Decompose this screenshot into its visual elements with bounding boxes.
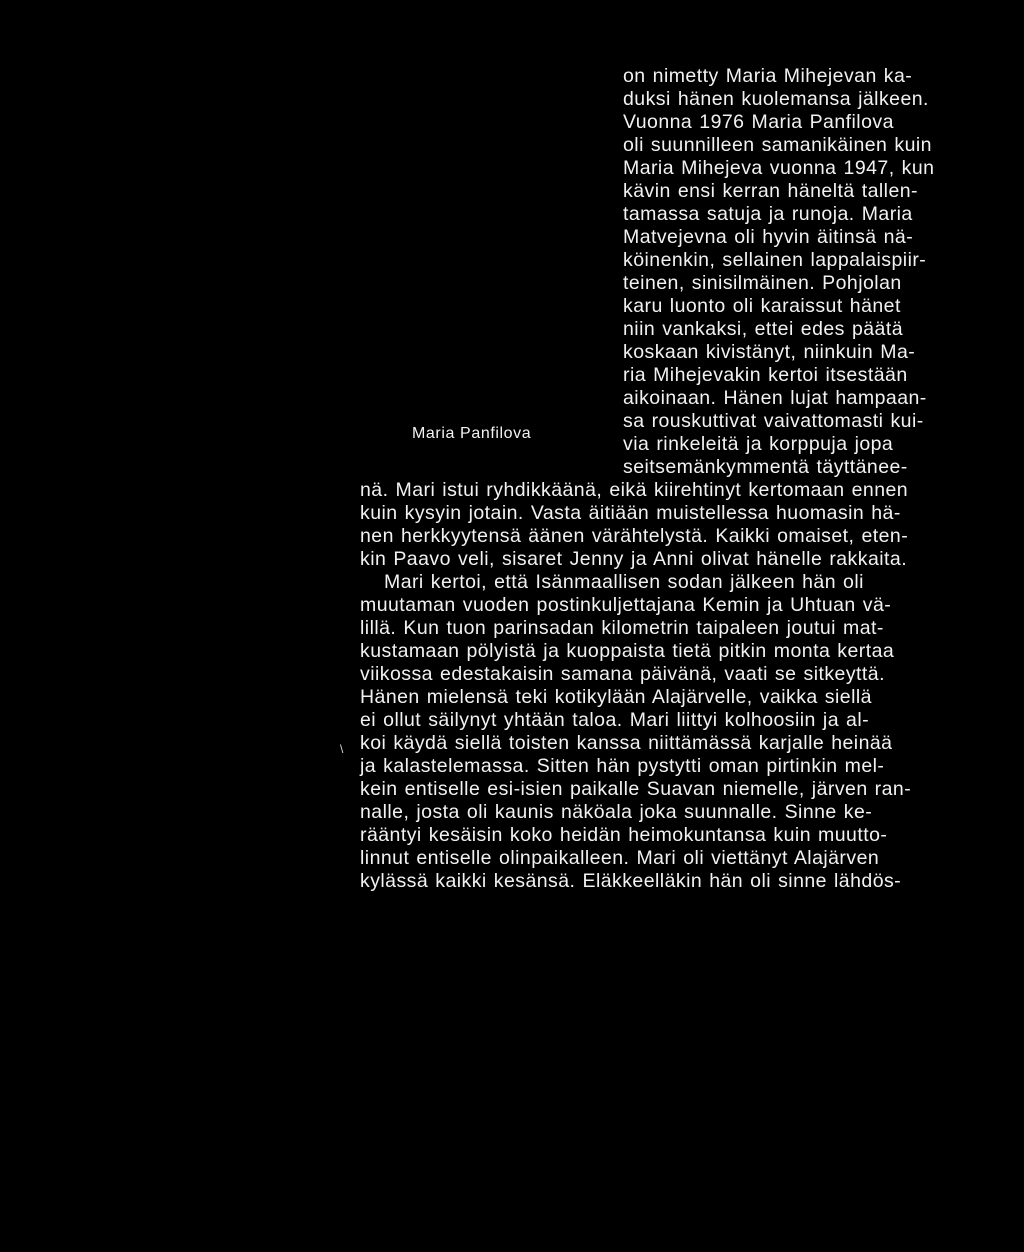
text-line: karu luonto oli karaissut hänet bbox=[623, 295, 901, 317]
text-line: muutaman vuoden postinkuljettajana Kemin ja Uhtuan vä- bbox=[360, 594, 892, 616]
photo-caption: Maria Panfilova bbox=[412, 425, 532, 442]
text-line: sa rouskuttivat vaivattomasti kui- bbox=[623, 410, 924, 432]
text-line: oli suunnilleen samanikäinen kuin bbox=[623, 134, 932, 156]
text-line: niin vankaksi, ettei edes päätä bbox=[623, 318, 904, 340]
text-line: nä. Mari istui ryhdikkäänä, eikä kiirehtinyt kertomaan ennen bbox=[360, 479, 909, 501]
text-line: kein entiselle esi-isien paikalle Suavan niemelle, järven ran- bbox=[360, 778, 912, 800]
text-line: Mari kertoi, että Isänmaallisen sodan jälkeen hän oli bbox=[384, 571, 864, 593]
text-line: Maria Mihejeva vuonna 1947, kun bbox=[623, 157, 935, 179]
text-line: ria Mihejevakin kertoi itsestään bbox=[623, 364, 908, 386]
text-line: koi käydä siellä toisten kanssa niittämässä karjalle heinää bbox=[360, 732, 893, 754]
text-line: nalle, josta oli kaunis näköala joka suunnalle. Sinne ke- bbox=[360, 801, 873, 823]
text-line: kävin ensi kerran häneltä tallen- bbox=[623, 180, 918, 202]
text-line: tamassa satuja ja runoja. Maria bbox=[623, 203, 913, 225]
text-line: linnut entiselle olinpaikalleen. Mari oli viettänyt Alajärven bbox=[360, 847, 880, 869]
text-line: köinenkin, sellainen lappalaispiir- bbox=[623, 249, 927, 271]
text-line: via rinkeleitä ja korppuja jopa bbox=[623, 433, 894, 455]
text-line: kustamaan pölyistä ja kuoppaista tietä pitkin monta kertaa bbox=[360, 640, 895, 662]
text-line: ei ollut säilynyt yhtään taloa. Mari liittyi kolhoosiin ja al- bbox=[360, 709, 870, 731]
text-line: Hänen mielensä teki kotikylään Alajärvelle, vaikka siellä bbox=[360, 686, 872, 708]
text-line: aikoinaan. Hänen lujat hampaan- bbox=[623, 387, 927, 409]
text-line: viikossa edestakaisin samana päivänä, vaati se sitkeyttä. bbox=[360, 663, 885, 685]
stray-mark: \ bbox=[340, 742, 344, 756]
text-line: lillä. Kun tuon parinsadan kilometrin taipaleen joutui mat- bbox=[360, 617, 884, 639]
text-line: kylässä kaikki kesänsä. Eläkkeelläkin hän oli sinne lähdös- bbox=[360, 870, 902, 892]
text-line: duksi hänen kuolemansa jälkeen. bbox=[623, 88, 929, 110]
text-line: ja kalastelemassa. Sitten hän pystytti oman pirtinkin mel- bbox=[360, 755, 885, 777]
text-line: nen herkkyytensä äänen värähtelystä. Kaikki omaiset, eten- bbox=[360, 525, 909, 547]
text-line: kuin kysyin jotain. Vasta äitiään muistellessa huomasin hä- bbox=[360, 502, 901, 524]
text-line: kin Paavo veli, sisaret Jenny ja Anni olivat hänelle rakkaita. bbox=[360, 548, 908, 570]
text-line: on nimetty Maria Mihejevan ka- bbox=[623, 65, 913, 87]
text-line: koskaan kivistänyt, niinkuin Ma- bbox=[623, 341, 916, 363]
text-line: teinen, sinisilmäinen. Pohjolan bbox=[623, 272, 902, 294]
text-line: rääntyi kesäisin koko heidän heimokuntansa kuin muutto- bbox=[360, 824, 888, 846]
text-line: Vuonna 1976 Maria Panfilova bbox=[623, 111, 894, 133]
text-line: seitsemänkymmentä täyttänee- bbox=[623, 456, 908, 478]
text-line: Matvejevna oli hyvin äitinsä nä- bbox=[623, 226, 914, 248]
